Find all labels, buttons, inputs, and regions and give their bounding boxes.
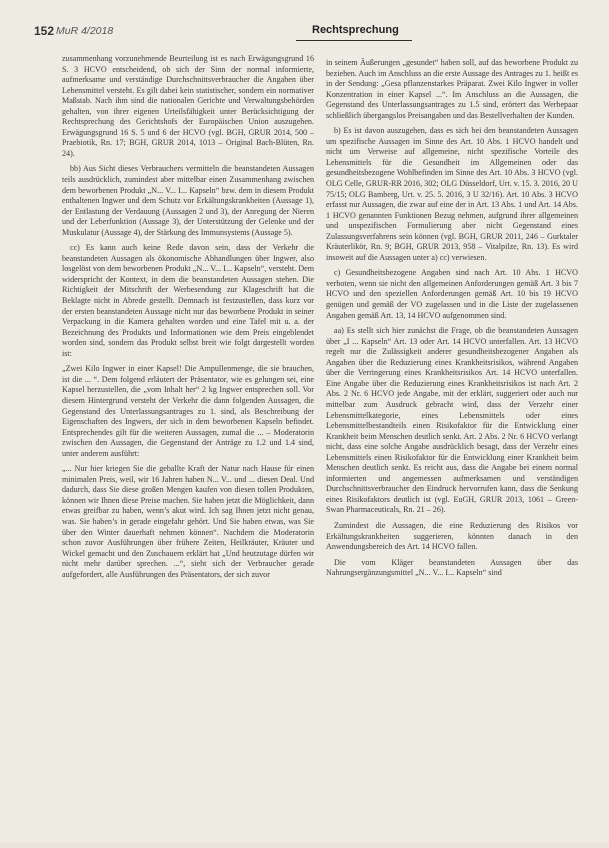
page-header <box>34 24 578 48</box>
page-number: 152 <box>34 24 55 38</box>
paragraph: in seinem Äußerungen „gesundet“ haben soll, auf das beworbene Produkt zu beziehen. Auch im Anschluss an die erste Aussage des Antrages zu 1. heißt es in der Sendung: „Gesa pflanzenstarkes Präparat. Zwei Kilo Ingwer in voller Konzentration in einer Kapsel ...“. Im Anschluss an die Aussagen, die Gegenstand des Unterlassungsantrages zu 1.5 sind, erörtert das Werbepaar schließlich übergangslos Preisangaben und das Bestellverhalten der Kunden. <box>326 58 578 120</box>
right-column <box>326 58 578 848</box>
paragraph: bb) Aus Sicht dieses Verbrauchers vermitteln die beanstandeten Aussagen teils ausdrücklich, zumindest aber mittelbar einen Zusammenhang zwischen dem beworbenen Produkt „N... V... I... Kapseln“ bzw. dem in diesem Produkt enthaltenen Ingwer und dem Schutz vor Erkältungskrankheiten (Aussage 1), der Entlastung der Verdauung (Aussagen 2 und 3), der Anregung der Nieren und der Leberfunktion (Aussage 3), der Unterstützung der Gelenke und der Muskulatur (Aussage 4), der Stärkung des Immunsystems (Aussage 5). <box>62 164 314 237</box>
paragraph: cc) Es kann auch keine Rede davon sein, dass der Verkehr die beanstandeten Aussagen als ökonomische Abhandlungen über Ingwer, also losgelöst von dem beworbenen Produkt „N... V... I... Kapseln“, versteht. Dem widerspricht der Kontext, in dem die beanstandeten Aussagen stehen. Die Richtigkeit der Mitschrift der Werbesendung zur Klageschrift hat die Beklagte nicht in Abrede gestellt. Demnach ist festzustellen, dass kurz vor der ersten beanstandeten Aussage nicht nur das beworbene Produkt in seiner Verpackung in die Kamera gehalten worden und eine Tafel mit u. a. der Bezeichnung des Produkts und Informationen wie dem Preis eingeblendet worden sind, sondern das Produkt selbst breit wie folgt dargestellt worden ist: <box>62 243 314 358</box>
paragraph: b) Es ist davon auszugehen, dass es sich bei den beanstandeten Aussagen um spezifische Aussagen im Sinne des Art. 10 Abs. 1 HCVO handelt und nicht um Verweise auf allgemeine, nicht spezifische Vorteile des Lebensmittels für die Gesundheit im Allgemeinen oder das gesundheitsbezogene Wohlbefinden im Sinne des Art. 10 Abs. 3 HCVO (vgl. OLG Celle, GRUR-RR 2016, 302; OLG Düsseldorf, Urt. v. 15. 3. 2016, 20 U 75/15; OLG Bamberg, Urt. v. 25. 5. 2016, 3 U 32/16). Art. 10 Abs. 3 HCVO erfasst nur Aussagen, die zwar auf eine der in Art. 13 Abs. 1 und Art. 14 Abs. 1 HCVO genannten Funktionen Bezug nehmen, aufgrund ihrer allgemeinen und unspezifischen Formulierung aber nicht Gegenstand eines Zulassungsverfahrens sein können (vgl. BGH, GRUR 2011, 246 – Gurktaler Kräuterlikör, Rn. 9; BGH, GRUR 2013, 958 – Vitalpilze, Rn. 13). Es wird insoweit auf die Aussagen unter a) cc) verwiesen. <box>326 126 578 262</box>
paragraph: c) Gesundheitsbezogene Angaben sind nach Art. 10 Abs. 1 HCVO verboten, wenn sie nicht den allgemeinen Anforderungen gemäß Art. 3 bis 7 HCVO und den speziellen Anforderungen gemäß Art. 10 bis 19 HCVO genügen und gemäß der VO zugelassen und in die Liste der zugelassenen Angaben gemäß Art. 13, 14 HCVO aufgenommen sind. <box>326 268 578 320</box>
paragraph: Zumindest die Aussagen, die eine Reduzierung des Risikos vor Erkältungskrankheiten suggerieren, könnten danach in den Anwendungsbereich des Art. 14 HCVO fallen. <box>326 520 578 552</box>
quoted-paragraph: „... Nur hier kriegen Sie die geballte Kraft der Natur nach Hause für einen minimalen Preis, weil, wir 16 Jahren haben N... V... und ... diesen Deal. Und dadurch, dass Sie diese großen Mengen kaufen von diesen tollen Produkten, können wir Ihnen diese Preise machen. Sie haben jetzt die Möglichkeit, dann etwas greifbar zu haben, wenn’s akut wird. Ich sag Ihnen jetzt nicht genau, was. Sie haben’s in gerade eingefahr gehört. Und Sie haben etwas, was Sie über den Winter dauerhaft nehmen können“. Nachdem die Moderatorin schon zuvor Ausführungen über frühere Zeiten, Heilkräuter, Kräuter und Wickel gemacht und den Zuschauern erklärt hat „Und heutzutage dürfen wir nicht mehr darüber sprechen. ...“, sieht sich der Verbraucher gerade aufgefordert, alle Ausführungen des Präsentators, der sich zuvor <box>62 464 314 579</box>
section-title: Rechtsprechung <box>312 24 399 36</box>
paragraph: Die vom Kläger beanstandeten Aussagen über das Nahrungsergänzungsmittel „N... V... I... Kapseln“ sind <box>326 557 578 578</box>
quoted-paragraph: „Zwei Kilo Ingwer in einer Kapsel! Die Ampullenmenge, die sie brauchen, ist die ... “. Dem folgend erläutert der Präsentator, wie es gelungen sei, eine Kapsel herzustellen, die „vom Inhalt her“ 2 kg Ingwer entsprechen soll. Vor diesem Hintergrund versteht der Verkehr die dann folgenden Aussagen, die Gegenstand des Unterlassungsantrages zu 1. sind, als Beschreibung der Eigenschaften des Ingwers, der sich in dem beworbenen Kapseln befindet. Entsprechendes gilt für die weiteren Aussagen, zumal die ... – Moderatorin zwischen den Aussagen, die Gegenstand der Anträge zu 1.2 und 1.4 sind, unter anderem ausführt: <box>62 364 314 458</box>
paragraph: aa) Es stellt sich hier zunächst die Frage, ob die beanstandeten Aussagen über „I ... Kapseln“ Art. 13 oder Art. 14 HCVO unterfallen. Art. 13 HCVO regelt nur die Zulässigkeit anderer gesundheitsbezogener Angaben als Angaben über die Reduzierung eines Krankheitsrisikos, während Angaben über die Verringerung eines Krankheitsrisikos Art. 14 HCVO unterfallen. Eine Angabe über die Reduzierung eines Krankheitsrisikos ist nach Art. 2 Abs. 2 Nr. 6 HCVO jede Angabe, mit der erklärt, suggeriert oder auch nur mittelbar zum Ausdruck gebracht wird, dass der Verzehr einer Lebensmittelkategorie, eines Lebensmittels oder eines Lebensmittelbestandteils einen Risikofaktor für die Entwicklung einer Krankheit beim Menschen deutlich senkt. Art. 2 Abs. 2 Nr. 6 HCVO verlangt nicht, dass eine solche Angabe ausdrücklich besagt, dass der Verzehr eines Lebensmittels einen Risikofaktor für die Entwicklung einer Krankheit beim Menschen deutlich senkt. Es reicht aus, dass die Angabe bei einem normal informierten und angemessen aufmerksamen und verständigen Durchschnittsverbraucher den Eindruck hervorrufen kann, dass die Senkung eines Risikofaktors deutlich ist (vgl. EuGH, GRUR 2013, 1061 – Green-Swan Pharmaceuticals, Rn. 21 – 26). <box>326 326 578 515</box>
journal-reference: MuR 4/2018 <box>56 25 114 37</box>
paragraph: zusammenhang vorzunehmende Beurteilung ist es nach Erwägungsgrund 16 S. 3 HCVO entscheidend, ob sich der Sinn der normal informierte, aufmerksame und verständige Durchschnittsverbraucher die Angaben über Lebensmittel versteht. Es gilt dabei kein statistischer, sondern ein normativer Maßstab. Nach ihm sind die nationalen Gerichte und Verwaltungsbehörden gehalten, von ihrer eigenen Urteilsfähigkeit unter Berücksichtigung der Rechtsprechung des Gerichtshofs der Europäischen Union auszugehen. Erwägungsgrund 16 S. 5 und 6 der HCVO (vgl. BGH, GRUR 2014, 500 – Praebiotik, Rn. 17; BGH, GRUR 2014, 1013 – Original Bach-Blüten, Rn. 24). <box>62 54 314 158</box>
left-column <box>62 54 314 844</box>
